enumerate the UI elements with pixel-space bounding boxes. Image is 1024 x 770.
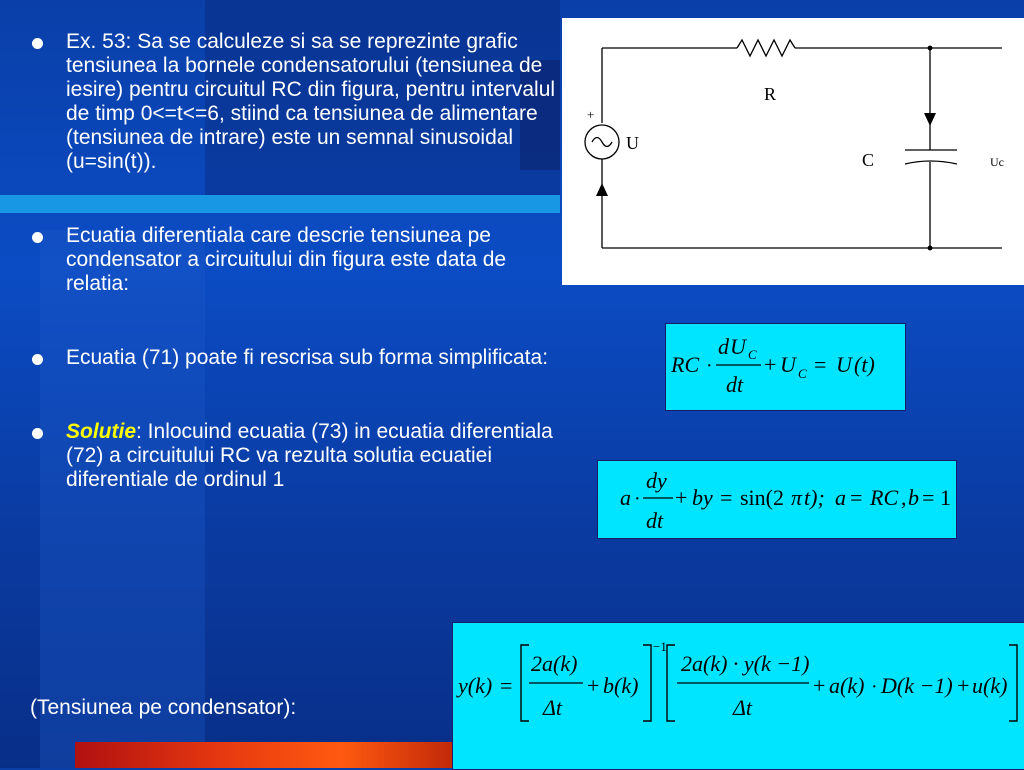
- bullet-icon: [32, 354, 43, 365]
- circuit-diagram: [562, 18, 1024, 285]
- equation-box-2: [597, 460, 957, 539]
- bullet-list: [30, 30, 560, 492]
- eq-operator: ,: [901, 485, 907, 510]
- equation-box-1: [665, 323, 906, 411]
- plus-label: +: [587, 107, 595, 122]
- eq-operator: +: [813, 673, 826, 698]
- bullet-text: Ecuatia (71) poate fi rescrisa sub forma simplificata:: [66, 346, 549, 369]
- eq-term: b: [908, 485, 919, 510]
- eq-term: dt: [726, 372, 744, 397]
- eq-term: U: [730, 334, 746, 359]
- equation-2: [598, 461, 956, 538]
- eq-term: t);: [804, 485, 825, 510]
- eq-term: 1: [940, 485, 951, 510]
- voltage-u-label: U: [626, 133, 639, 153]
- solution-label: Solutie: [66, 420, 137, 443]
- eq-operator: =: [814, 352, 827, 377]
- eq-term: a(k): [829, 673, 865, 698]
- resistor-label: R: [764, 84, 777, 104]
- eq-term: U: [836, 352, 852, 377]
- eq-subscript: C: [798, 366, 807, 381]
- eq-operator: =: [500, 673, 513, 698]
- eq-operator: =: [720, 485, 733, 510]
- eq-term: d: [718, 334, 729, 359]
- eq-term: 2a(k) · y(k −1): [681, 651, 810, 676]
- caption-text: (Tensiunea pe condensator):: [30, 696, 297, 719]
- eq-term: u(k): [972, 673, 1008, 698]
- output-voltage-label: Uc: [990, 155, 1004, 169]
- eq-operator: ·: [871, 676, 878, 698]
- capacitor-label: C: [862, 150, 875, 170]
- eq-term: a: [620, 485, 631, 510]
- circuit-svg: [562, 18, 1024, 285]
- equation-3: [453, 623, 1024, 769]
- bullet-icon: [32, 38, 43, 49]
- bullet-text: Ex. 53: Sa se calculeze si sa se reprezinte grafic tensiunea la bornele condensatorului (tensiunea de iesire) pentru circuitul RC din figura, pentru intervalul de timp 0<=t<=6, stiind ca tensiunea de alimentare (tensiunea de intrare) este un semnal sinusoidal (u=sin(t)).: [66, 30, 556, 173]
- eq-operator: =: [850, 485, 863, 510]
- eq-term: U: [780, 352, 796, 377]
- eq-operator: +: [764, 352, 777, 377]
- eq-term: Δt: [733, 695, 753, 720]
- eq-term: dy: [646, 468, 667, 493]
- bullet-item: [30, 30, 560, 174]
- bullet-item: [30, 224, 560, 296]
- equation-box-3: [452, 622, 1024, 770]
- bullet-item: [30, 346, 560, 370]
- bullet-text: Ecuatia diferentiala care descrie tensiunea pe condensator a circuitului din figura este data de relatia:: [66, 224, 507, 295]
- eq-operator: ·: [634, 488, 641, 510]
- eq-operator: =: [922, 485, 935, 510]
- decor-red-bar: [75, 742, 455, 768]
- bullet-text: : Inlocuind ecuatia (73) in ecuatia diferentiala (72) a circuitului RC va rezulta solutia ecuatiei diferentiale de ordinul 1: [66, 420, 553, 491]
- eq-term: a: [835, 485, 846, 510]
- eq-term: π: [791, 485, 803, 510]
- bullet-item: [30, 420, 560, 492]
- eq-operator: +: [587, 673, 600, 698]
- eq-superscript: −1: [653, 639, 667, 654]
- eq-subscript: C: [748, 347, 757, 362]
- eq-term: RC: [870, 485, 899, 510]
- eq-operator: ·: [706, 355, 713, 377]
- eq-term: D(k −1): [881, 673, 953, 698]
- eq-term: y(k): [458, 673, 493, 698]
- eq-operator: +: [675, 485, 688, 510]
- eq-operator: +: [957, 673, 970, 698]
- eq-term: sin(2: [740, 485, 784, 510]
- eq-term: 2a(k): [531, 651, 578, 676]
- eq-term: by: [692, 485, 713, 510]
- eq-term: (t): [854, 352, 875, 377]
- bullet-icon: [32, 232, 43, 243]
- equation-1: [666, 324, 905, 410]
- eq-term: Δt: [543, 695, 563, 720]
- eq-term: b(k): [603, 673, 639, 698]
- eq-term: RC: [671, 352, 700, 377]
- eq-term: dt: [646, 508, 664, 533]
- bullet-icon: [32, 428, 43, 439]
